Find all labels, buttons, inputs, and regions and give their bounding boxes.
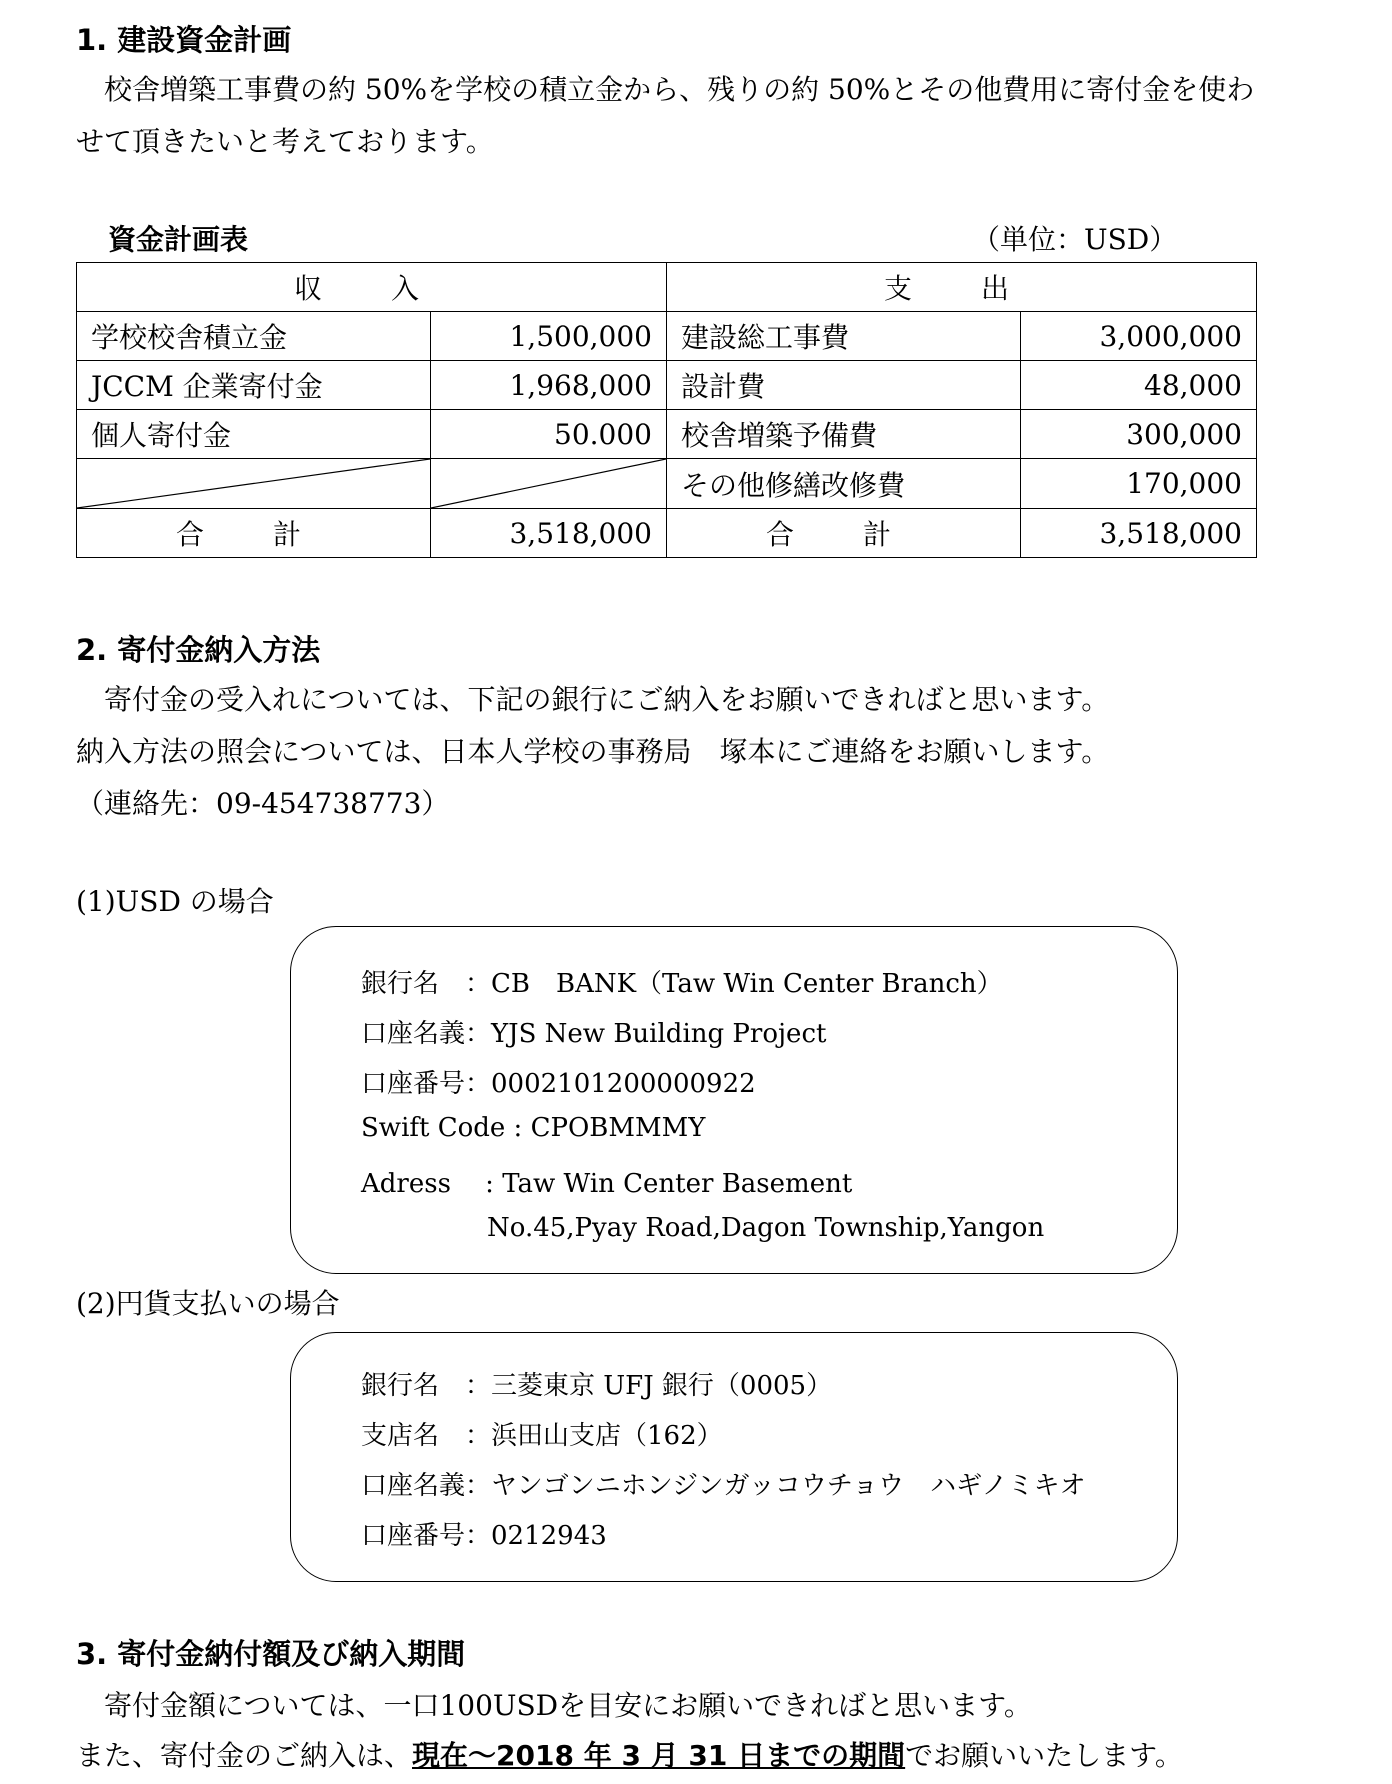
section3-line2-prefix: また、寄付金のご納入は、 — [76, 1739, 413, 1772]
income-label: 個人寄付金 — [77, 410, 431, 459]
fund-table-title: 資金計画表 — [108, 223, 249, 256]
section2-paragraph-line1: 寄付金の受入れについては、下記の銀行にご納入をお願いできればと思います。 — [104, 683, 1110, 716]
yen-bank-name: 銀行名 ：三菱東京 UFJ 銀行（0005） — [361, 1371, 833, 1401]
income-label: JCCM 企業寄付金 — [77, 361, 431, 410]
usd-bank-info-box — [290, 926, 1178, 1274]
contact-info: （連絡先：09-454738773） — [76, 787, 450, 820]
income-total-label: 合 計 — [77, 509, 431, 558]
payment-period-emphasis: 現在～2018 年 3 月 31 日までの期間 — [412, 1739, 906, 1772]
section3-paragraph-line2 — [76, 1734, 1183, 1774]
usd-account-number: 口座番号：0002101200000922 — [361, 1069, 756, 1099]
expense-total-value: 3,518,000 — [1021, 509, 1257, 558]
empty-diagonal-cell — [431, 459, 667, 509]
yen-account-name: 口座名義：ヤンゴンニホンジンガッコウチョウ ハギノミキオ — [361, 1471, 1086, 1501]
income-value: 1,500,000 — [431, 312, 667, 361]
expense-label: その他修繕改修費 — [667, 459, 1021, 509]
income-label: 学校校舎積立金 — [77, 312, 431, 361]
fund-plan-table — [76, 262, 1257, 558]
expense-total-label: 合 計 — [667, 509, 1021, 558]
table-row — [77, 459, 1257, 509]
usd-address-line1: Adress : Taw Win Center Basement — [361, 1169, 853, 1199]
income-value: 50.000 — [431, 410, 667, 459]
usd-address-line2: No.45,Pyay Road,Dagon Township,Yangon — [487, 1213, 1045, 1243]
section2-heading: 2. 寄付金納入方法 — [76, 633, 321, 667]
fund-table-unit: （単位：USD） — [972, 223, 1178, 256]
section3-heading: 3. 寄付金納付額及び納入期間 — [76, 1637, 466, 1671]
usd-bank-name: 銀行名 ：CB BANK（Taw Win Center Branch） — [361, 969, 1003, 999]
section2-paragraph-line2: 納入方法の照会については、日本人学校の事務局 塚本にご連絡をお願いします。 — [76, 735, 1110, 768]
usd-case-label: (1)USD の場合 — [76, 885, 274, 918]
expense-label: 設計費 — [667, 361, 1021, 410]
income-value: 1,968,000 — [431, 361, 667, 410]
expense-label: 建設総工事費 — [667, 312, 1021, 361]
expense-value: 3,000,000 — [1021, 312, 1257, 361]
section1-paragraph-line1: 校舎増築工事費の約 50%を学校の積立金から、残りの約 50%とその他費用に寄付金を使わ — [104, 73, 1255, 106]
income-header: 収 入 — [77, 263, 667, 312]
section1-paragraph-line2: せて頂きたいと考えております。 — [76, 125, 494, 158]
empty-diagonal-cell — [77, 459, 431, 509]
expense-label: 校舎増築予備費 — [667, 410, 1021, 459]
table-row — [77, 361, 1257, 410]
table-row — [77, 410, 1257, 459]
expense-value: 48,000 — [1021, 361, 1257, 410]
table-row — [77, 312, 1257, 361]
yen-account-number: 口座番号：0212943 — [361, 1521, 607, 1551]
yen-bank-info-box — [290, 1332, 1178, 1582]
table-header-row — [77, 263, 1257, 312]
yen-case-label: (2)円貨支払いの場合 — [76, 1287, 340, 1320]
section1-heading: 1. 建設資金計画 — [76, 23, 292, 57]
section3-line2-suffix: でお願いいたします。 — [905, 1739, 1183, 1772]
usd-swift-code: Swift Code : CPOBMMMY — [361, 1113, 706, 1143]
expense-header: 支 出 — [667, 263, 1257, 312]
usd-account-name: 口座名義：YJS New Building Project — [361, 1019, 827, 1049]
section3-paragraph-line1: 寄付金額については、一口100USDを目安にお願いできればと思います。 — [104, 1689, 1032, 1722]
income-total-value: 3,518,000 — [431, 509, 667, 558]
table-total-row — [77, 509, 1257, 558]
yen-branch-name: 支店名 ：浜田山支店（162） — [361, 1421, 723, 1451]
expense-value: 300,000 — [1021, 410, 1257, 459]
expense-value: 170,000 — [1021, 459, 1257, 509]
